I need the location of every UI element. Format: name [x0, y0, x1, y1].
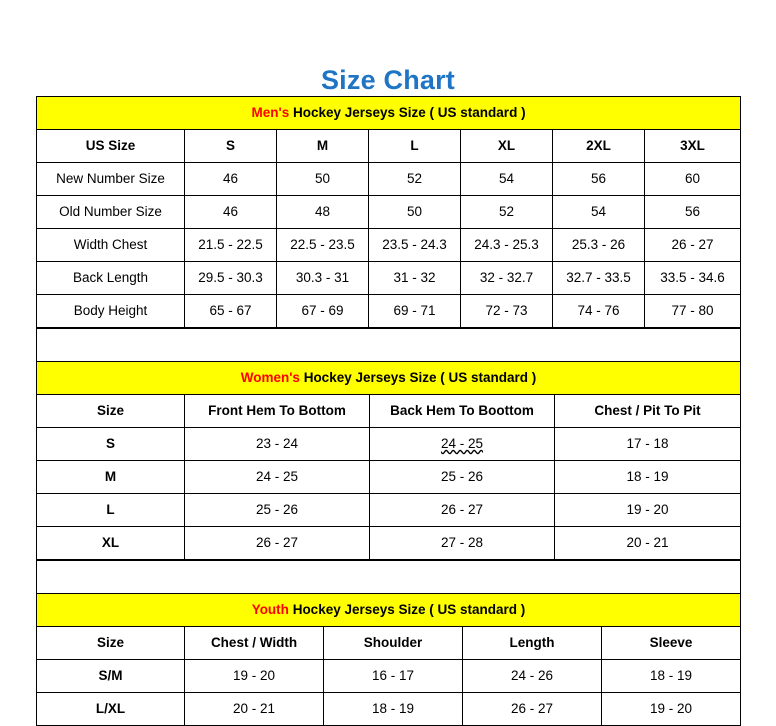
youth-section-header-row	[37, 593, 741, 626]
table-row	[37, 394, 741, 427]
mens-row-3-val-2: 31 - 32	[369, 261, 461, 294]
womens-row-3-val-0: 26 - 27	[185, 526, 370, 559]
mens-row-2-val-0: 21.5 - 22.5	[185, 228, 277, 261]
mens-row-0-val-5: 60	[645, 162, 741, 195]
mens-row-4-val-1: 67 - 69	[277, 294, 369, 327]
womens-row-2-val-1: 26 - 27	[370, 493, 555, 526]
womens-row-3-val-2: 20 - 21	[555, 526, 741, 559]
mens-col-6: 3XL	[645, 129, 741, 162]
womens-row-3-val-1: 27 - 28	[370, 526, 555, 559]
womens-row-0-val-1: 24 - 25	[370, 427, 555, 460]
mens-row-0-val-4: 56	[553, 162, 645, 195]
mens-row-2-val-2: 23.5 - 24.3	[369, 228, 461, 261]
table-row	[37, 294, 741, 327]
mens-row-1-val-5: 56	[645, 195, 741, 228]
mens-row-1-val-4: 54	[553, 195, 645, 228]
page-title: Size Chart	[320, 65, 456, 95]
womens-row-1-label: M	[37, 460, 185, 493]
mens-col-2: M	[277, 129, 369, 162]
table-row	[37, 460, 741, 493]
mens-row-3-label: Back Length	[37, 261, 185, 294]
youth-row-1-val-3: 19 - 20	[602, 692, 741, 725]
womens-row-0-val-2: 17 - 18	[555, 427, 741, 460]
spacer-cell	[37, 328, 741, 361]
mens-row-2-val-3: 24.3 - 25.3	[461, 228, 553, 261]
mens-row-1-label: Old Number Size	[37, 195, 185, 228]
mens-row-0-val-1: 50	[277, 162, 369, 195]
table-row	[37, 427, 741, 460]
youth-row-0-val-0: 19 - 20	[185, 659, 324, 692]
womens-size-table	[36, 328, 741, 560]
mens-row-4-label: Body Height	[37, 294, 185, 327]
mens-row-0-val-2: 52	[369, 162, 461, 195]
youth-col-2: Shoulder	[324, 626, 463, 659]
womens-row-0-val-0: 23 - 24	[185, 427, 370, 460]
womens-section-header-accent: Women's	[240, 370, 300, 386]
womens-col-0: Size	[37, 394, 185, 427]
mens-row-3-val-3: 32 - 32.7	[461, 261, 553, 294]
mens-row-4-val-2: 69 - 71	[369, 294, 461, 327]
mens-row-4-val-5: 77 - 80	[645, 294, 741, 327]
youth-row-1-label: L/XL	[37, 692, 185, 725]
womens-row-2-label: L	[37, 493, 185, 526]
youth-row-0-label: S/M	[37, 659, 185, 692]
spacer-cell	[37, 560, 741, 593]
mens-section-header-accent: Men's	[251, 105, 290, 121]
spacer-row	[37, 328, 741, 361]
womens-section-header-row	[37, 361, 741, 394]
youth-size-table	[36, 560, 741, 726]
table-row	[37, 493, 741, 526]
youth-section-header-rest: Hockey Jerseys Size ( US standard )	[288, 602, 526, 618]
mens-col-1: S	[185, 129, 277, 162]
womens-row-0-label: S	[37, 427, 185, 460]
youth-row-0-val-1: 16 - 17	[324, 659, 463, 692]
mens-row-1-val-2: 50	[369, 195, 461, 228]
youth-section-header-accent: Youth	[251, 602, 289, 618]
womens-col-2: Back Hem To Boottom	[370, 394, 555, 427]
mens-col-3: L	[369, 129, 461, 162]
womens-row-2-val-0: 25 - 26	[185, 493, 370, 526]
mens-size-table	[36, 96, 741, 328]
table-row	[37, 228, 741, 261]
table-row	[37, 195, 741, 228]
youth-col-4: Sleeve	[602, 626, 741, 659]
mens-row-4-val-4: 74 - 76	[553, 294, 645, 327]
mens-row-4-val-3: 72 - 73	[461, 294, 553, 327]
womens-row-2-val-2: 19 - 20	[555, 493, 741, 526]
mens-row-0-val-0: 46	[185, 162, 277, 195]
mens-row-1-val-0: 46	[185, 195, 277, 228]
mens-row-2-label: Width Chest	[37, 228, 185, 261]
table-row	[37, 626, 741, 659]
mens-row-2-val-4: 25.3 - 26	[553, 228, 645, 261]
table-row	[37, 261, 741, 294]
youth-col-0: Size	[37, 626, 185, 659]
table-row	[37, 162, 741, 195]
table-row	[37, 526, 741, 559]
youth-col-1: Chest / Width	[185, 626, 324, 659]
mens-row-3-val-4: 32.7 - 33.5	[553, 261, 645, 294]
mens-section-header	[37, 96, 741, 129]
table-row	[37, 129, 741, 162]
mens-section-header-rest: Hockey Jerseys Size ( US standard )	[289, 105, 526, 121]
mens-row-0-label: New Number Size	[37, 162, 185, 195]
mens-row-2-val-5: 26 - 27	[645, 228, 741, 261]
mens-row-3-val-5: 33.5 - 34.6	[645, 261, 741, 294]
mens-row-4-val-0: 65 - 67	[185, 294, 277, 327]
mens-col-4: XL	[461, 129, 553, 162]
womens-section-header	[37, 361, 741, 394]
womens-section-header-rest: Hockey Jerseys Size ( US standard )	[299, 370, 537, 386]
spacer-row	[37, 560, 741, 593]
womens-col-1: Front Hem To Bottom	[185, 394, 370, 427]
table-row	[37, 692, 741, 725]
mens-col-0: US Size	[37, 129, 185, 162]
youth-section-header	[37, 593, 741, 626]
womens-row-1-val-0: 24 - 25	[185, 460, 370, 493]
youth-col-3: Length	[463, 626, 602, 659]
womens-row-3-label: XL	[37, 526, 185, 559]
youth-row-1-val-0: 20 - 21	[185, 692, 324, 725]
mens-col-5: 2XL	[553, 129, 645, 162]
womens-row-1-val-1: 25 - 26	[370, 460, 555, 493]
table-row	[37, 659, 741, 692]
youth-row-1-val-1: 18 - 19	[324, 692, 463, 725]
mens-section-header-row	[37, 96, 741, 129]
mens-row-1-val-1: 48	[277, 195, 369, 228]
womens-col-3: Chest / Pit To Pit	[555, 394, 741, 427]
womens-row-1-val-2: 18 - 19	[555, 460, 741, 493]
mens-row-3-val-0: 29.5 - 30.3	[185, 261, 277, 294]
youth-row-0-val-2: 24 - 26	[463, 659, 602, 692]
mens-row-2-val-1: 22.5 - 23.5	[277, 228, 369, 261]
mens-row-3-val-1: 30.3 - 31	[277, 261, 369, 294]
mens-row-1-val-3: 52	[461, 195, 553, 228]
youth-row-0-val-3: 18 - 19	[602, 659, 741, 692]
youth-row-1-val-2: 26 - 27	[463, 692, 602, 725]
mens-row-0-val-3: 54	[461, 162, 553, 195]
